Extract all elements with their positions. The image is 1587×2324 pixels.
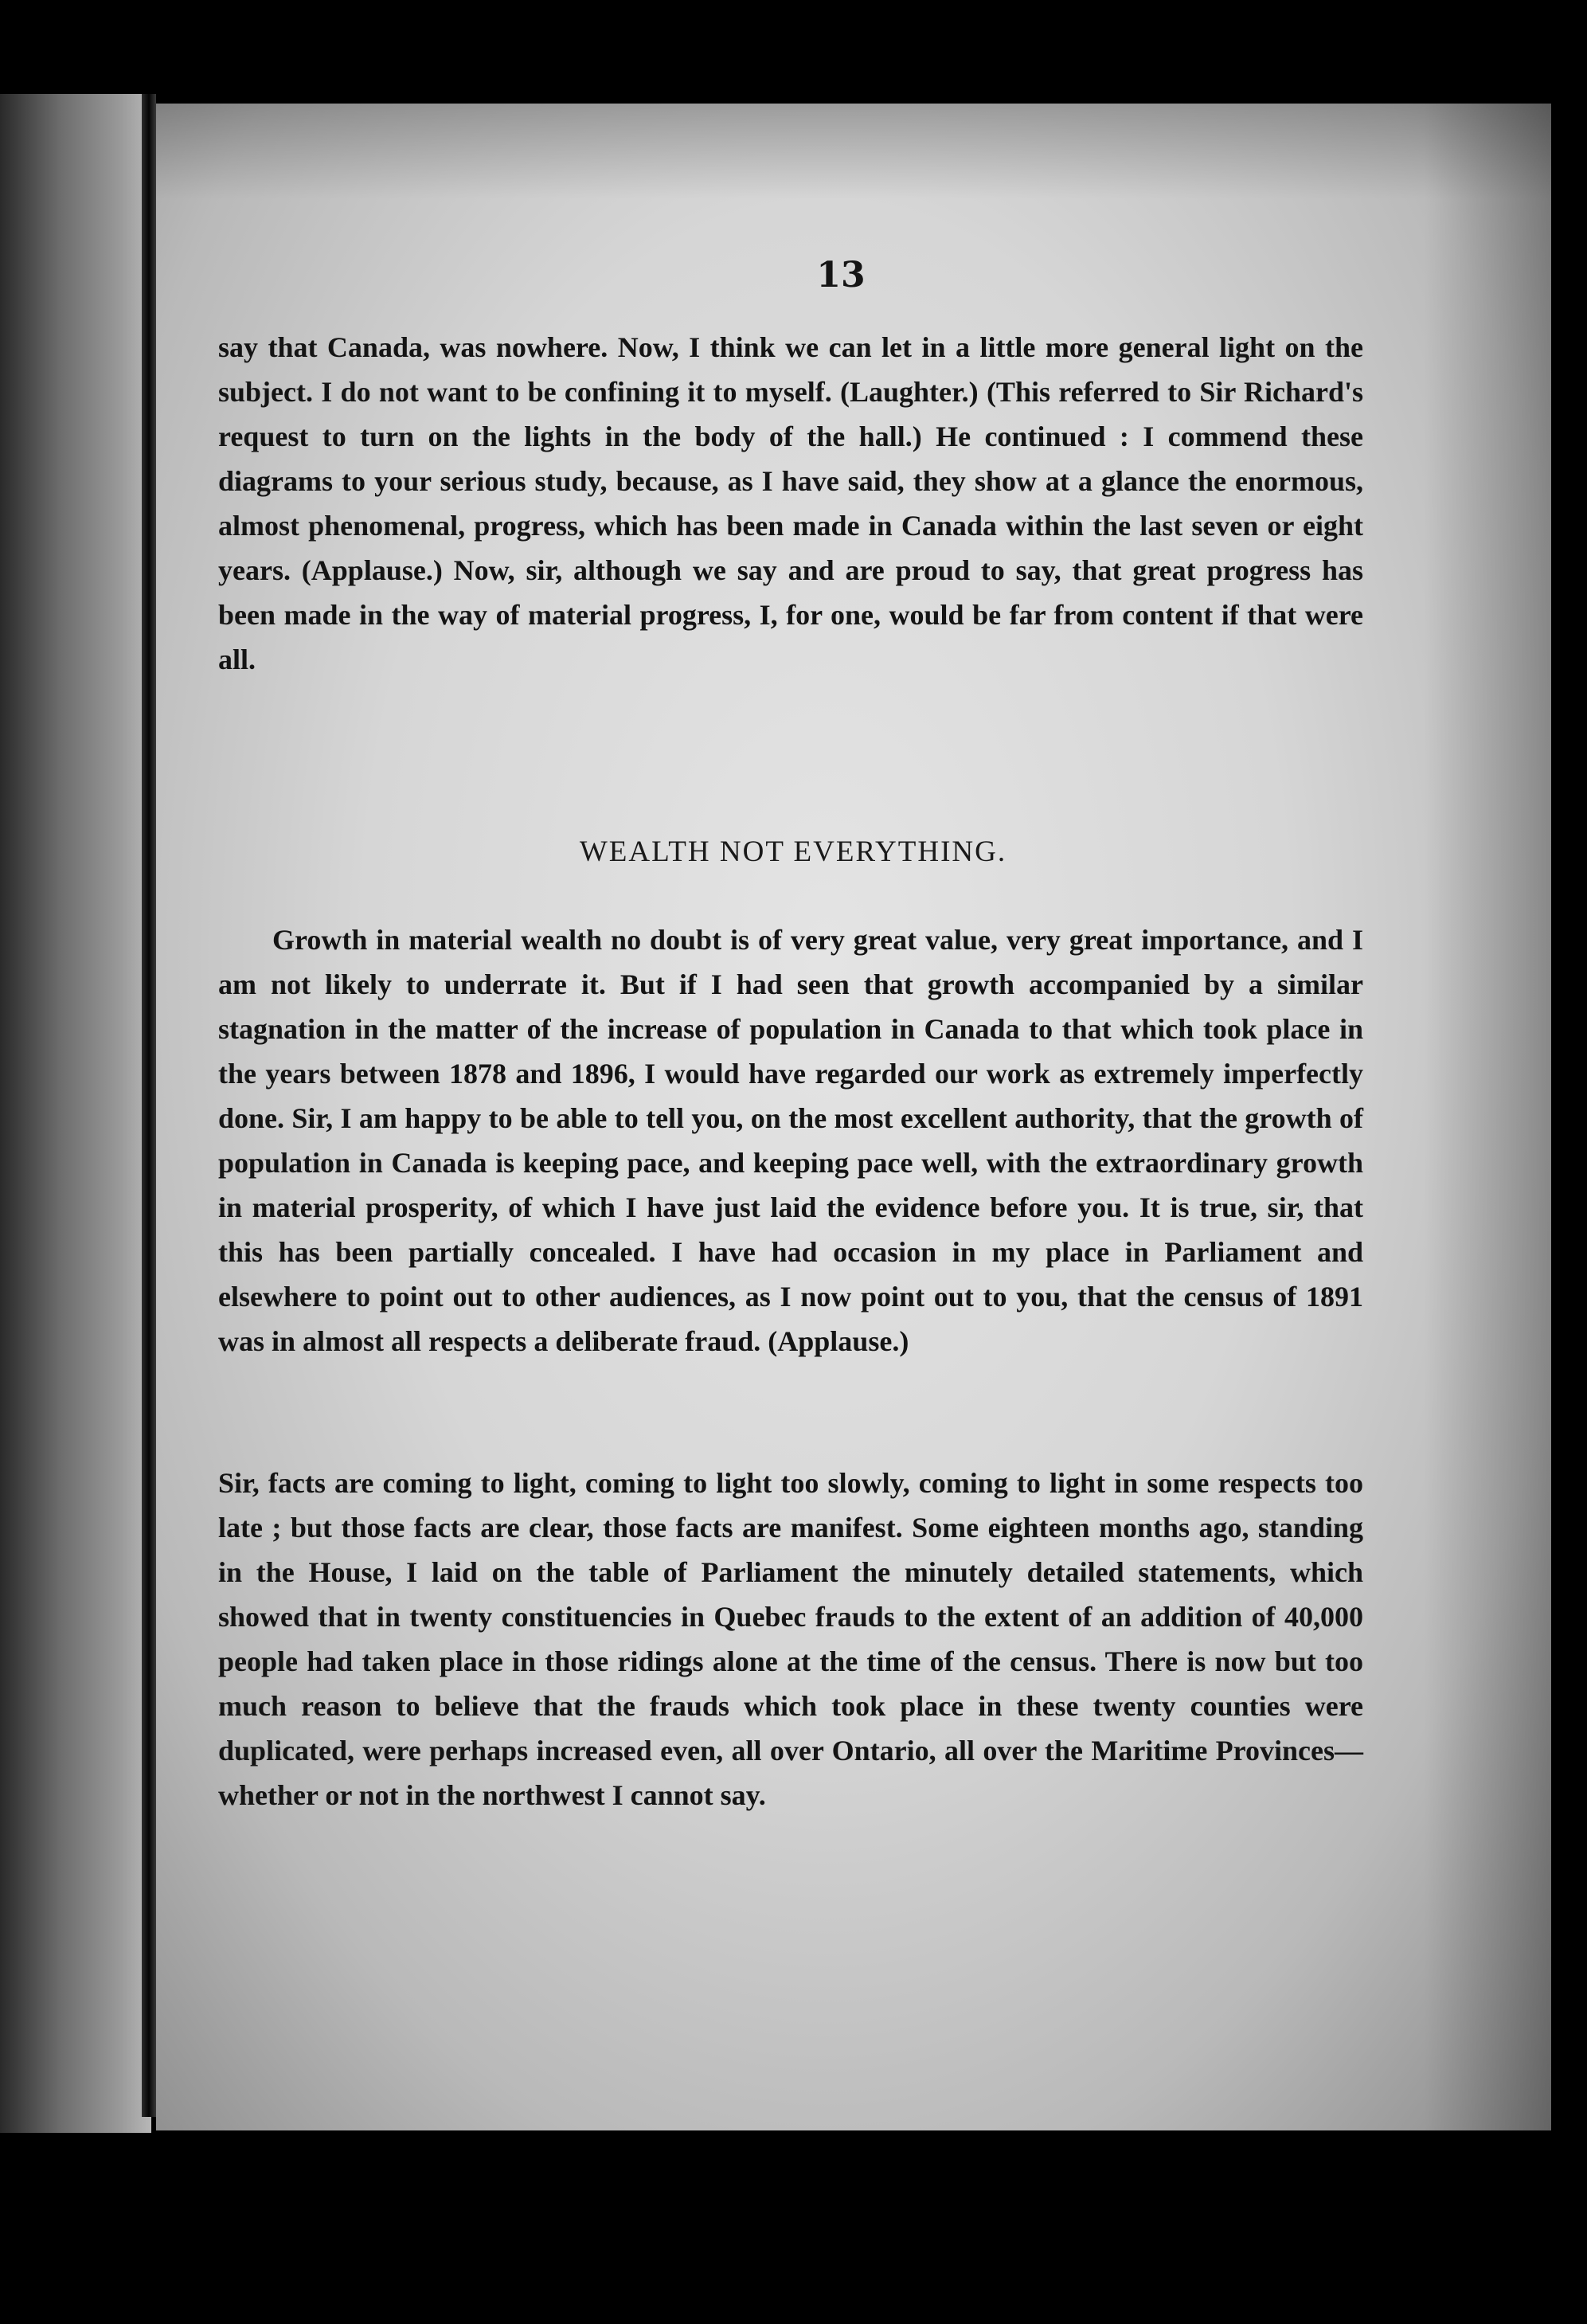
page-number: 13	[816, 255, 866, 295]
facing-page-edge	[0, 94, 151, 2133]
page-shadow-top	[156, 104, 1551, 199]
paragraph: Sir, facts are coming to light, coming to light too slowly, coming to light in some respects too late ; but those facts are clear, those facts are manifest. Some eighteen months ago, standing in the House, I laid on the table of Parliament the minutely detailed statements, which showed that in twenty constituencies in Quebec frauds to the extent of an addition of 40,000 people had taken place in those ridings alone at the time of the census. There is now but too much reason to believe that the frauds which took place in these twenty counties were duplicated, were perhaps increased even, all over Ontario, all over the Maritime Provinces—whether or not in the northwest I cannot say.	[218, 1467, 1363, 1811]
page-shadow-right	[1424, 104, 1551, 2130]
section-heading: WEALTH NOT EVERYTHING.	[579, 835, 1007, 868]
paragraph-continued: say that Canada, was nowhere. Now, I think we can let in a little more general light on the subject. I do not want to be confining it to myself. (Laughter.) (This referred to Sir Richard's request to turn on the lights in the body of the hall.) He continued : I commend these diagrams to your serious study, because, as I have said, they show at a glance the enormous, almost phenomenal, progress, which has been made in Canada within the last seven or eight years. (Applause.) Now, sir, although we say and are proud to say, that great progress has been made in the way of material progress, I, for one, would be far from content if that were all.	[218, 331, 1363, 675]
book-page	[156, 104, 1551, 2130]
paragraph: Growth in material wealth no doubt is of very great value, very great importance, and I am not likely to underrate it. But if I had seen that growth accompanied by a similar stagnation in the matter of the increase of population in Canada to that which took place in the years between 1878 and 1896, I would have regarded our work as extremely imperfectly done. Sir, I am happy to be able to tell you, on the most excellent authority, that the growth of population in Canada is keeping pace, and keeping pace well, with the extraordinary growth in material prosperity, of which I have just laid the evidence before you. It is true, sir, that this has been partially concealed. I have had occasion in my place in Parliament and elsewhere to point out to other audiences, as I now point out to you, that the census of 1891 was in almost all respects a deliberate fraud. (Applause.)	[218, 924, 1363, 1357]
book-gutter	[142, 94, 156, 2117]
